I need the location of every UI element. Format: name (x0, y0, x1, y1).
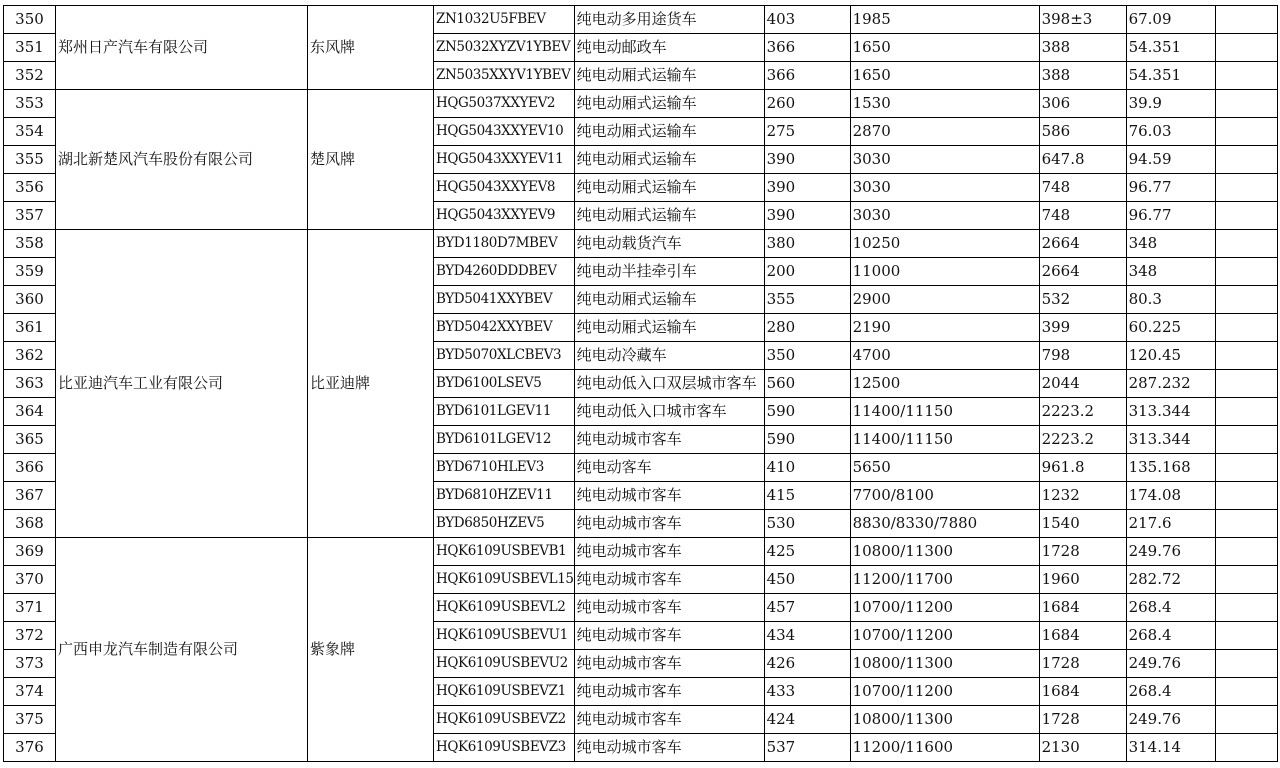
row-number-cell: 353 (4, 90, 56, 118)
value-cell-col7: 1232 (1039, 482, 1126, 510)
value-cell-col5: 403 (764, 6, 850, 34)
company-name-cell: 郑州日产汽车有限公司 (56, 6, 308, 90)
value-cell-col7: 961.8 (1039, 454, 1126, 482)
model-number-cell: HQG5037XXYEV2 (434, 90, 575, 118)
value-cell-col7: 748 (1039, 202, 1126, 230)
value-cell-col7: 1684 (1039, 594, 1126, 622)
value-cell-col8: 67.09 (1126, 6, 1215, 34)
value-cell-col8: 348 (1126, 230, 1215, 258)
company-name-cell: 比亚迪汽车工业有限公司 (56, 230, 308, 538)
value-cell-col5: 260 (764, 90, 850, 118)
row-number-cell: 355 (4, 146, 56, 174)
value-cell-col6: 10700/11200 (850, 678, 1039, 706)
vehicle-catalog-table (3, 5, 1278, 762)
value-cell-col9 (1215, 734, 1277, 762)
value-cell-col7: 1728 (1039, 706, 1126, 734)
vehicle-type-cell: 纯电动城市客车 (574, 426, 764, 454)
value-cell-col8: 348 (1126, 258, 1215, 286)
value-cell-col7: 1684 (1039, 622, 1126, 650)
value-cell-col7: 1684 (1039, 678, 1126, 706)
value-cell-col8: 268.4 (1126, 622, 1215, 650)
value-cell-col9 (1215, 6, 1277, 34)
vehicle-type-cell: 纯电动多用途货车 (574, 6, 764, 34)
model-number-cell: HQK6109USBEVL15 (434, 566, 575, 594)
model-number-cell: BYD6850HZEV5 (434, 510, 575, 538)
company-name-cell: 广西申龙汽车制造有限公司 (56, 538, 308, 762)
value-cell-col6: 11200/11700 (850, 566, 1039, 594)
value-cell-col6: 1530 (850, 90, 1039, 118)
row-number-cell: 363 (4, 370, 56, 398)
row-number-cell: 350 (4, 6, 56, 34)
value-cell-col5: 450 (764, 566, 850, 594)
value-cell-col8: 80.3 (1126, 286, 1215, 314)
value-cell-col8: 60.225 (1126, 314, 1215, 342)
value-cell-col6: 10700/11200 (850, 622, 1039, 650)
value-cell-col8: 54.351 (1126, 62, 1215, 90)
value-cell-col6: 11400/11150 (850, 398, 1039, 426)
table-row (4, 230, 1278, 258)
vehicle-type-cell: 纯电动城市客车 (574, 734, 764, 762)
row-number-cell: 365 (4, 426, 56, 454)
value-cell-col7: 398±3 (1039, 6, 1126, 34)
value-cell-col8: 120.45 (1126, 342, 1215, 370)
value-cell-col6: 11000 (850, 258, 1039, 286)
value-cell-col6: 3030 (850, 174, 1039, 202)
value-cell-col5: 350 (764, 342, 850, 370)
value-cell-col7: 2223.2 (1039, 398, 1126, 426)
value-cell-col8: 174.08 (1126, 482, 1215, 510)
value-cell-col6: 1650 (850, 62, 1039, 90)
value-cell-col9 (1215, 62, 1277, 90)
value-cell-col5: 424 (764, 706, 850, 734)
model-number-cell: BYD4260DDDBEV (434, 258, 575, 286)
model-number-cell: HQK6109USBEVU1 (434, 622, 575, 650)
value-cell-col7: 748 (1039, 174, 1126, 202)
value-cell-col6: 11400/11150 (850, 426, 1039, 454)
value-cell-col7: 532 (1039, 286, 1126, 314)
vehicle-type-cell: 纯电动客车 (574, 454, 764, 482)
vehicle-type-cell: 纯电动厢式运输车 (574, 202, 764, 230)
value-cell-col6: 10700/11200 (850, 594, 1039, 622)
value-cell-col5: 434 (764, 622, 850, 650)
model-number-cell: BYD6101LGEV11 (434, 398, 575, 426)
value-cell-col8: 96.77 (1126, 202, 1215, 230)
model-number-cell: BYD6710HLEV3 (434, 454, 575, 482)
value-cell-col8: 96.77 (1126, 174, 1215, 202)
value-cell-col5: 390 (764, 174, 850, 202)
row-number-cell: 373 (4, 650, 56, 678)
value-cell-col7: 1728 (1039, 538, 1126, 566)
value-cell-col6: 10800/11300 (850, 650, 1039, 678)
value-cell-col6: 3030 (850, 202, 1039, 230)
value-cell-col6: 1650 (850, 34, 1039, 62)
value-cell-col9 (1215, 146, 1277, 174)
value-cell-col6: 11200/11600 (850, 734, 1039, 762)
vehicle-type-cell: 纯电动城市客车 (574, 650, 764, 678)
value-cell-col5: 425 (764, 538, 850, 566)
value-cell-col5: 390 (764, 202, 850, 230)
value-cell-col9 (1215, 398, 1277, 426)
model-number-cell: ZN5032XYZV1YBEV (434, 34, 575, 62)
value-cell-col5: 200 (764, 258, 850, 286)
value-cell-col5: 355 (764, 286, 850, 314)
row-number-cell: 352 (4, 62, 56, 90)
value-cell-col6: 2190 (850, 314, 1039, 342)
value-cell-col9 (1215, 342, 1277, 370)
value-cell-col9 (1215, 566, 1277, 594)
row-number-cell: 375 (4, 706, 56, 734)
value-cell-col8: 94.59 (1126, 146, 1215, 174)
model-number-cell: BYD6101LGEV12 (434, 426, 575, 454)
value-cell-col5: 590 (764, 398, 850, 426)
value-cell-col8: 314.14 (1126, 734, 1215, 762)
value-cell-col8: 249.76 (1126, 650, 1215, 678)
vehicle-type-cell: 纯电动城市客车 (574, 678, 764, 706)
vehicle-type-cell: 纯电动载货汽车 (574, 230, 764, 258)
value-cell-col9 (1215, 622, 1277, 650)
value-cell-col6: 4700 (850, 342, 1039, 370)
row-number-cell: 364 (4, 398, 56, 426)
value-cell-col9 (1215, 118, 1277, 146)
value-cell-col8: 287.232 (1126, 370, 1215, 398)
company-name-cell: 湖北新楚风汽车股份有限公司 (56, 90, 308, 230)
value-cell-col9 (1215, 454, 1277, 482)
value-cell-col7: 586 (1039, 118, 1126, 146)
row-number-cell: 368 (4, 510, 56, 538)
model-number-cell: BYD5041XXYBEV (434, 286, 575, 314)
value-cell-col6: 2900 (850, 286, 1039, 314)
vehicle-type-cell: 纯电动厢式运输车 (574, 62, 764, 90)
value-cell-col7: 306 (1039, 90, 1126, 118)
value-cell-col5: 457 (764, 594, 850, 622)
value-cell-col9 (1215, 650, 1277, 678)
vehicle-type-cell: 纯电动厢式运输车 (574, 314, 764, 342)
value-cell-col5: 280 (764, 314, 850, 342)
value-cell-col5: 426 (764, 650, 850, 678)
vehicle-type-cell: 纯电动城市客车 (574, 482, 764, 510)
value-cell-col7: 1728 (1039, 650, 1126, 678)
row-number-cell: 359 (4, 258, 56, 286)
model-number-cell: HQG5043XXYEV10 (434, 118, 575, 146)
value-cell-col8: 217.6 (1126, 510, 1215, 538)
value-cell-col7: 2044 (1039, 370, 1126, 398)
row-number-cell: 372 (4, 622, 56, 650)
value-cell-col7: 388 (1039, 34, 1126, 62)
value-cell-col5: 410 (764, 454, 850, 482)
model-number-cell: BYD5042XXYBEV (434, 314, 575, 342)
vehicle-type-cell: 纯电动城市客车 (574, 566, 764, 594)
value-cell-col7: 1960 (1039, 566, 1126, 594)
value-cell-col7: 2223.2 (1039, 426, 1126, 454)
value-cell-col8: 249.76 (1126, 538, 1215, 566)
value-cell-col9 (1215, 510, 1277, 538)
row-number-cell: 374 (4, 678, 56, 706)
model-number-cell: HQK6109USBEVZ3 (434, 734, 575, 762)
value-cell-col5: 390 (764, 146, 850, 174)
value-cell-col6: 10800/11300 (850, 706, 1039, 734)
vehicle-type-cell: 纯电动厢式运输车 (574, 286, 764, 314)
row-number-cell: 367 (4, 482, 56, 510)
table-row (4, 90, 1278, 118)
vehicle-type-cell: 纯电动城市客车 (574, 622, 764, 650)
row-number-cell: 354 (4, 118, 56, 146)
row-number-cell: 356 (4, 174, 56, 202)
vehicle-type-cell: 纯电动城市客车 (574, 706, 764, 734)
value-cell-col9 (1215, 426, 1277, 454)
model-number-cell: BYD6100LSEV5 (434, 370, 575, 398)
model-number-cell: HQK6109USBEVB1 (434, 538, 575, 566)
model-number-cell: BYD6810HZEV11 (434, 482, 575, 510)
value-cell-col5: 366 (764, 62, 850, 90)
vehicle-type-cell: 纯电动城市客车 (574, 594, 764, 622)
value-cell-col6: 5650 (850, 454, 1039, 482)
value-cell-col8: 268.4 (1126, 594, 1215, 622)
value-cell-col8: 135.168 (1126, 454, 1215, 482)
row-number-cell: 370 (4, 566, 56, 594)
row-number-cell: 371 (4, 594, 56, 622)
row-number-cell: 369 (4, 538, 56, 566)
value-cell-col6: 1985 (850, 6, 1039, 34)
value-cell-col6: 2870 (850, 118, 1039, 146)
value-cell-col6: 8830/8330/7880 (850, 510, 1039, 538)
value-cell-col9 (1215, 202, 1277, 230)
vehicle-type-cell: 纯电动厢式运输车 (574, 118, 764, 146)
model-number-cell: HQK6109USBEVZ1 (434, 678, 575, 706)
model-number-cell: ZN1032U5FBEV (434, 6, 575, 34)
table-body (4, 6, 1278, 762)
vehicle-type-cell: 纯电动城市客车 (574, 538, 764, 566)
value-cell-col5: 433 (764, 678, 850, 706)
row-number-cell: 357 (4, 202, 56, 230)
value-cell-col8: 76.03 (1126, 118, 1215, 146)
value-cell-col6: 10800/11300 (850, 538, 1039, 566)
row-number-cell: 358 (4, 230, 56, 258)
model-number-cell: HQG5043XXYEV11 (434, 146, 575, 174)
model-number-cell: HQK6109USBEVL2 (434, 594, 575, 622)
value-cell-col9 (1215, 706, 1277, 734)
table-row (4, 538, 1278, 566)
value-cell-col9 (1215, 286, 1277, 314)
value-cell-col5: 366 (764, 34, 850, 62)
value-cell-col7: 647.8 (1039, 146, 1126, 174)
value-cell-col9 (1215, 258, 1277, 286)
value-cell-col6: 3030 (850, 146, 1039, 174)
value-cell-col8: 313.344 (1126, 426, 1215, 454)
row-number-cell: 351 (4, 34, 56, 62)
vehicle-type-cell: 纯电动厢式运输车 (574, 146, 764, 174)
row-number-cell: 362 (4, 342, 56, 370)
value-cell-col6: 12500 (850, 370, 1039, 398)
value-cell-col7: 399 (1039, 314, 1126, 342)
row-number-cell: 361 (4, 314, 56, 342)
value-cell-col8: 282.72 (1126, 566, 1215, 594)
value-cell-col9 (1215, 174, 1277, 202)
value-cell-col8: 249.76 (1126, 706, 1215, 734)
value-cell-col6: 10250 (850, 230, 1039, 258)
value-cell-col9 (1215, 230, 1277, 258)
vehicle-type-cell: 纯电动低入口双层城市客车 (574, 370, 764, 398)
model-number-cell: BYD1180D7MBEV (434, 230, 575, 258)
row-number-cell: 376 (4, 734, 56, 762)
brand-cell: 比亚迪牌 (308, 230, 434, 538)
value-cell-col9 (1215, 370, 1277, 398)
value-cell-col7: 1540 (1039, 510, 1126, 538)
value-cell-col5: 590 (764, 426, 850, 454)
vehicle-type-cell: 纯电动厢式运输车 (574, 174, 764, 202)
model-number-cell: BYD5070XLCBEV3 (434, 342, 575, 370)
value-cell-col7: 2130 (1039, 734, 1126, 762)
value-cell-col8: 313.344 (1126, 398, 1215, 426)
value-cell-col9 (1215, 594, 1277, 622)
model-number-cell: HQK6109USBEVZ2 (434, 706, 575, 734)
value-cell-col7: 2664 (1039, 230, 1126, 258)
model-number-cell: ZN5035XXYV1YBEV (434, 62, 575, 90)
model-number-cell: HQG5043XXYEV8 (434, 174, 575, 202)
brand-cell: 紫象牌 (308, 538, 434, 762)
vehicle-type-cell: 纯电动低入口城市客车 (574, 398, 764, 426)
model-number-cell: HQG5043XXYEV9 (434, 202, 575, 230)
value-cell-col8: 54.351 (1126, 34, 1215, 62)
row-number-cell: 360 (4, 286, 56, 314)
value-cell-col9 (1215, 314, 1277, 342)
value-cell-col5: 537 (764, 734, 850, 762)
value-cell-col7: 388 (1039, 62, 1126, 90)
value-cell-col5: 560 (764, 370, 850, 398)
value-cell-col7: 2664 (1039, 258, 1126, 286)
value-cell-col8: 268.4 (1126, 678, 1215, 706)
vehicle-type-cell: 纯电动城市客车 (574, 510, 764, 538)
value-cell-col9 (1215, 34, 1277, 62)
value-cell-col9 (1215, 678, 1277, 706)
brand-cell: 楚风牌 (308, 90, 434, 230)
value-cell-col5: 275 (764, 118, 850, 146)
value-cell-col5: 415 (764, 482, 850, 510)
vehicle-type-cell: 纯电动半挂牵引车 (574, 258, 764, 286)
value-cell-col9 (1215, 90, 1277, 118)
brand-cell: 东风牌 (308, 6, 434, 90)
value-cell-col9 (1215, 482, 1277, 510)
value-cell-col5: 530 (764, 510, 850, 538)
vehicle-type-cell: 纯电动厢式运输车 (574, 90, 764, 118)
table-row (4, 6, 1278, 34)
vehicle-type-cell: 纯电动冷藏车 (574, 342, 764, 370)
vehicle-type-cell: 纯电动邮政车 (574, 34, 764, 62)
value-cell-col6: 7700/8100 (850, 482, 1039, 510)
row-number-cell: 366 (4, 454, 56, 482)
model-number-cell: HQK6109USBEVU2 (434, 650, 575, 678)
value-cell-col7: 798 (1039, 342, 1126, 370)
value-cell-col8: 39.9 (1126, 90, 1215, 118)
value-cell-col9 (1215, 538, 1277, 566)
value-cell-col5: 380 (764, 230, 850, 258)
